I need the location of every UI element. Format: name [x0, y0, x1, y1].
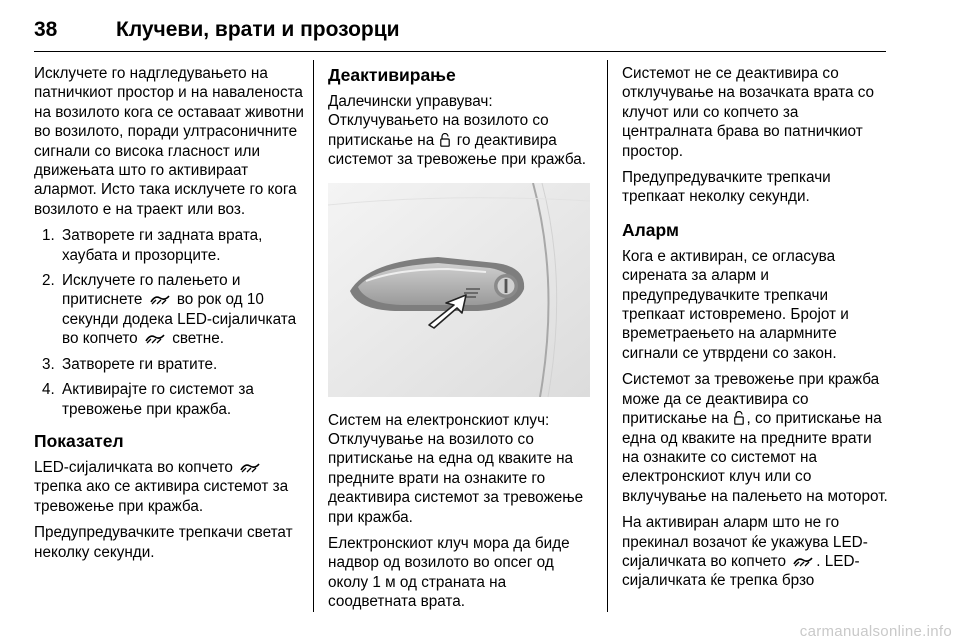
step-item [34, 226, 306, 265]
indicator-paragraph [34, 458, 306, 516]
step-number: 1. [42, 227, 55, 245]
indicator-text: LED-сијаличката во копчето [34, 458, 233, 476]
remote-text: Отклучувањето на возилото со притискање на [328, 112, 549, 149]
led-alarm-button-icon [239, 461, 261, 473]
intro-paragraph: Исклучете го надгледувањето на патничкиот простор и на наваленоста на возилото кога се оставаат животни во возилото, поради ултрасоничните сигнали со висока гласност или движењата што го активираат алармот. Исто така исклучете го кога возилото е на траект или воз. [34, 65, 304, 218]
step-item [34, 380, 306, 419]
indicator-text: трепка ако се активира системот за тревожење при кражба. [34, 478, 289, 515]
alarm-deactivate-paragraph [622, 370, 892, 506]
alarm-text: Системот за тревожење при кражба може да се деактивира со притискање на [622, 371, 880, 428]
remote-label [328, 92, 596, 111]
step-text: во рок од 10 секунди додека LED-сијаличката во копчето [62, 291, 297, 348]
led-alarm-button-icon [149, 293, 171, 305]
column-divider [607, 60, 608, 612]
flasher-paragraph: Предупредувачките трепкачи трепкаат неколку секунди. [622, 169, 831, 206]
electronic-key-paragraph: Систем на електронскиот клуч: Отклучување на возилото со притискање на една од кваките на предните врати на ознаките го деактивира системот за тревожење при кражба. [328, 411, 584, 526]
led-alarm-button-icon [144, 332, 166, 344]
door-handle-illustration [328, 183, 590, 397]
unlock-icon [440, 133, 450, 147]
column-divider [313, 60, 314, 612]
unlock-icon [734, 411, 744, 425]
step-text: Исклучете го палењето и притиснете [62, 272, 241, 309]
alarm-led-paragraph [622, 513, 892, 591]
led-alarm-button-icon [792, 555, 814, 567]
step-text: Затворете ги вратите. [62, 355, 218, 373]
note-paragraph: Системот не се деактивира со отклучување на возачката врата со клучот или со копчето за централната брава во патничкиот простор. [622, 65, 875, 160]
activation-steps [34, 226, 306, 419]
door-handle-svg [328, 183, 590, 397]
column-left [34, 64, 306, 569]
page-header [34, 6, 886, 52]
alarm-paragraph: Кога е активиран, се огласува сирената за аларм и предупредувачките трепкачи трепкаат истовремено. Бројот и времетраењето на алармните сигнали се утврдени со закон. [622, 247, 849, 362]
step-number: 3. [42, 355, 55, 373]
step-text: Активирајте го системот за тревожење при кражба. [62, 381, 254, 418]
page-title: Клучеви, врати и прозорци [116, 18, 400, 41]
step-item [34, 355, 306, 374]
step-item [34, 271, 306, 349]
section-heading-indicator: Показател [34, 430, 124, 451]
alarm-text: На активиран аларм што не го прекинал возачот ќе укажува LED-сијаличката во копчето [622, 514, 868, 570]
indicator-paragraph-2: Предупредувачките трепкачи светат неколку секунди. [34, 524, 293, 561]
page-number: 38 [34, 18, 58, 41]
column-middle [328, 64, 596, 619]
step-text: Затворете ги задната врата, хаубата и прозорците. [62, 227, 263, 264]
step-number: 4. [42, 381, 55, 399]
remote-paragraph [328, 111, 596, 169]
alarm-text: . LED-сијаличката ќе трепка брзо [622, 552, 860, 590]
remote-text: Далечински управувач: [328, 93, 493, 110]
section-heading-deactivation: Деактивирање [328, 65, 456, 85]
electronic-key-paragraph-2: Електронскиот клуч мора да биде надвор од возилото во опсег од околу 1 м од страната на соодветната врата. [328, 535, 570, 611]
remote-text: го деактивира системот за тревожење при кражба. [328, 131, 587, 169]
step-text: светне. [172, 330, 225, 348]
column-right [622, 64, 892, 598]
alarm-text: , со притискање на една од кваките на предните врати на ознаките со системот на електронскиот клуч или со вклучување на палењето на моторот. [622, 410, 888, 505]
watermark: carmanualsonline.info [799, 623, 952, 640]
step-number: 2. [42, 272, 55, 290]
section-heading-alarm: Аларм [622, 219, 679, 240]
